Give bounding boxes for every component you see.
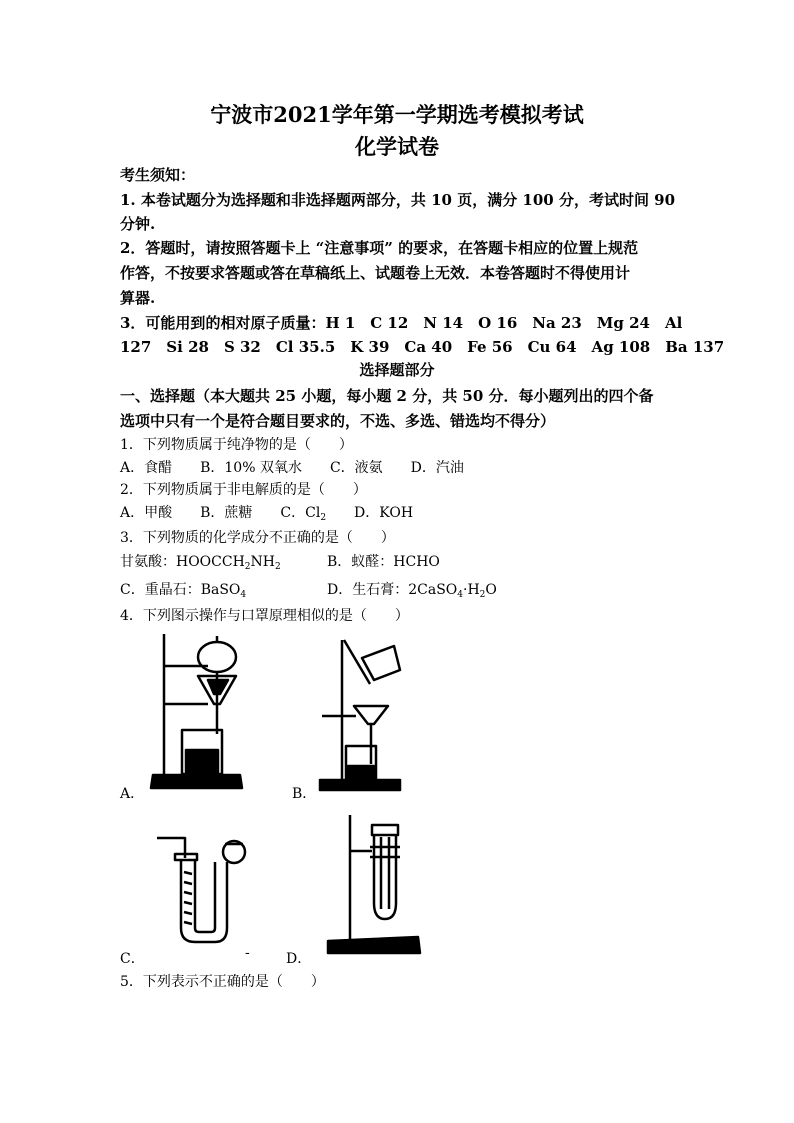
apparatus-b-filtration [318,638,403,792]
option-c-label: C． [120,951,145,967]
notice-item-3-line-2: 127 Si 28 S 32 Cl 35.5 K 39 Ca 40 Fe 56 Cu 64 Ag 108 Ba 137 [120,338,725,356]
option-b-label: B． [292,786,317,802]
section-title: 选择题部分 [359,361,435,379]
part1-instruction-line-2: 选项中只有一个是符合题目要求的，不选、多选、错选均不得分） [120,412,556,430]
question-3-option-d-text: D．生石膏：2CaSO [327,582,458,598]
question-3-option-d-sub-1: 4 [457,590,463,600]
question-3-option-a-text: 甘氨酸：HOOCCH [120,554,245,570]
question-2-subscript: 2 [320,513,327,523]
exam-subtitle: 化学试卷 [355,134,439,159]
notice-item-2-line-1: 2．答题时，请按照答题卡上 “注意事项” 的要求，在答题卡相应的位置上规范 [120,239,639,257]
question-1-stem: 1．下列物质属于纯净物的是（ ） [120,437,353,453]
apparatus-d-test-tube [326,813,424,957]
question-5-stem: 5．下列表示不正确的是（ ） [120,974,325,990]
option-a-label: A． [120,786,145,802]
question-3-option-a-sub-1: 2 [244,562,251,572]
part1-instruction-line-1: 一、选择题（本大题共 25 小题，每小题 2 分，共 50 分．每小题列出的四个备 [120,387,654,405]
notice-item-1-line-1: 1. 本卷试题分为选择题和非选择题两部分，共 10 页，满分 100 分，考试时间 90 [120,191,676,209]
question-2-options [120,502,413,522]
question-3-option-a [120,551,281,571]
question-2-option-d: D．KOH [326,505,414,521]
dot-mark: - [245,945,250,961]
notice-item-3-line-1: 3．可能用到的相对原子质量：H 1 C 12 N 14 O 16 Na 23 Mg 24 Al [120,314,683,332]
question-2-stem: 2．下列物质属于非电解质的是（ ） [120,482,367,498]
question-4-stem: 4．下列图示操作与口罩原理相似的是（ ） [120,608,409,624]
notice-item-2-line-3: 算器. [120,289,156,307]
question-2-options-abc: A．甲酸 B．蔗糖 C．Cl [120,505,321,521]
apparatus-a-separatory-funnel [150,632,245,790]
question-3-option-d-sub-2: 2 [479,590,486,600]
question-3-option-a-text-2: NH [250,554,275,570]
apparatus-c-u-tube [155,832,255,948]
question-3-option-c-sub: 4 [240,590,247,600]
notice-heading: 考生须知： [120,166,196,184]
question-3-option-d-text-3: O [485,582,497,598]
question-3-option-d [327,579,497,599]
option-d-label: D． [286,951,312,967]
notice-item-2-line-2: 作答，不按要求答题或答在草稿纸上、试题卷上无效．本卷答题时不得使用计 [120,264,631,282]
question-3-option-d-text-2: ·H [463,582,480,598]
notice-item-1-line-2: 分钟. [120,215,156,233]
question-3-option-c-text: C．重晶石：BaSO [120,582,241,598]
question-1-options: A．食醋 B．10% 双氧水 C．液氨 D．汽油 [120,460,464,476]
question-3-option-b: B．蚁醛：HCHO [327,554,440,570]
question-3-stem: 3．下列物质的化学成分不正确的是（ ） [120,530,395,546]
question-3-option-a-sub-2: 2 [275,562,281,572]
question-3-option-c [120,579,246,599]
exam-title: 宁波市2021学年第一学期选考模拟考试 [210,102,584,127]
